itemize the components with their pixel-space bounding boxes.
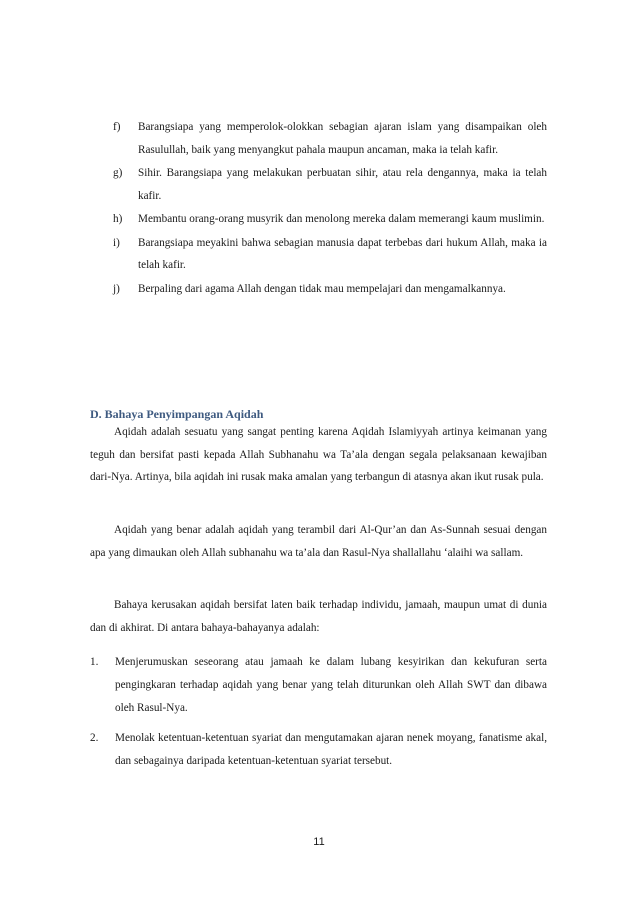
kufr-list	[113, 116, 547, 300]
danger-list	[90, 651, 547, 781]
list-item-text: Barangsiapa yang memperolok-olokkan sebagian ajaran islam yang disampaikan oleh Rasulullah, baik yang menyangkut pahala maupun ancaman, maka ia telah kafir.	[138, 121, 547, 156]
paragraph: Bahaya kerusakan aqidah bersifat laten baik terhadap individu, jamaah, maupun umat di dunia dan di akhirat. Di antara bahaya-bahayanya adalah:	[90, 599, 547, 634]
list-item-label: f)	[113, 121, 121, 133]
list-item-text: Barangsiapa meyakini bahwa sebagian manusia dapat terbebas dari hukum Allah, maka ia telah kafir.	[138, 236, 547, 271]
list-item-text: Menolak ketentuan-ketentuan syariat dan mengutamakan ajaran nenek moyang, fanatisme akal, dan sebagainya daripada ketentuan-ketentuan syariat tersebut.	[115, 732, 547, 768]
section-heading: D. Bahaya Penyimpangan Aqidah	[90, 407, 264, 421]
list-item-label: 1.	[90, 656, 99, 668]
list-item-label: i)	[113, 236, 120, 249]
list-item-text: Sihir. Barangsiapa yang melakukan perbuatan sihir, atau rela dengannya, maka ia telah kafir.	[138, 167, 547, 202]
list-item-text: Menjerumuskan seseorang atau jamaah ke dalam lubang kesyirikan dan kekufuran serta pengingkaran terhadap aqidah yang benar yang telah diturunkan oleh Allah SWT dan dibawa oleh Rasul-Nya.	[115, 656, 547, 714]
list-item	[113, 278, 547, 301]
list-item	[113, 232, 547, 277]
list-item	[113, 162, 547, 207]
list-item-label: j)	[113, 282, 120, 295]
list-item-label: h)	[113, 213, 123, 225]
list-item-label: g)	[113, 167, 123, 179]
page-number: 11	[313, 836, 325, 848]
list-item	[113, 208, 547, 231]
list-item-label: 2.	[90, 732, 99, 745]
list-item-text: Membantu orang-orang musyrik dan menolong mereka dalam memerangi kaum muslimin.	[138, 213, 545, 225]
paragraph: Aqidah yang benar adalah aqidah yang terambil dari Al-Qur’an dan As-Sunnah sesuai dengan apa yang dimaukan oleh Allah subhanahu wa ta’ala dan Rasul-Nya shallallahu ‘alaihi wa sallam.	[90, 524, 547, 559]
list-item	[90, 727, 547, 773]
list-item	[90, 651, 547, 719]
list-item-text: Berpaling dari agama Allah dengan tidak mau mempelajari dan mengamalkannya.	[138, 282, 506, 295]
list-item	[113, 116, 547, 161]
paragraph: Aqidah adalah sesuatu yang sangat penting karena Aqidah Islamiyyah artinya keimanan yang teguh dan bersifat pasti kepada Allah Subhanahu wa Ta’ala dengan segala pelaksanaan kewajiban dari-Nya. Artinya, bila aqidah ini rusak maka amalan yang terbangun di atasnya akan ikut rusak pula.	[90, 426, 547, 484]
